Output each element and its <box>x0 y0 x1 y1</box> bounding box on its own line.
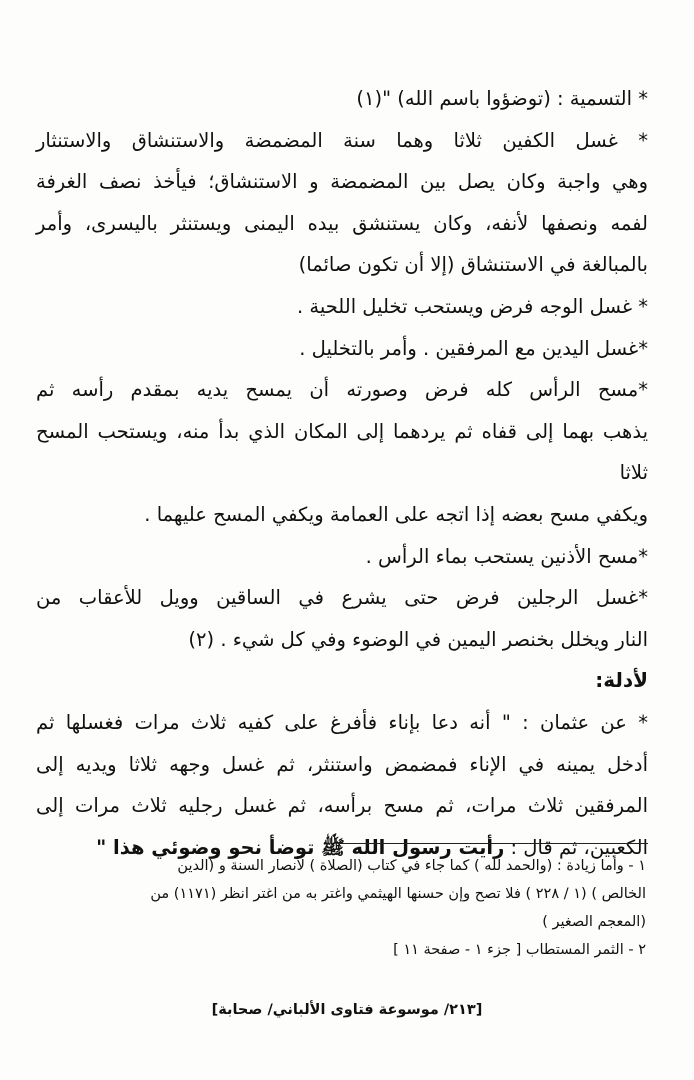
main-text <box>36 78 648 868</box>
text-line: *غسل اليدين مع المرفقين . وأمر بالتخليل . <box>299 336 648 360</box>
footnotes <box>36 852 646 964</box>
footnote-line: ١ - وأما زيادة : (والحمد لله ) كما جاء في كتاب (الصلاة ) لأنصار السنة و (الدين <box>177 858 646 874</box>
text-line: بالمبالغة في الاستنشاق (إلا أن تكون صائما) <box>298 253 648 277</box>
text-line: * التسمية : (توضؤوا باسم الله) "(١) <box>356 87 648 110</box>
text-line: وهي واجبة وكان يصل بين المضمضة و الاستنشاق؛ فيأخذ نصف الغرفة <box>36 170 648 194</box>
footnote-line: ٢ - الثمر المستطاب [ جزء ١ - صفحة ١١ ] <box>393 942 646 958</box>
text-line: النار ويخلل بخنصر اليمين في الوضوء وفي كل شيء . (٢) <box>188 627 648 651</box>
evidence-line: * عن عثمان : " أنه دعا بإناء فأفرغ على كفيه ثلاث مرات فغسلها ثم <box>36 710 648 734</box>
text-line: * غسل الكفين ثلاثا وهما سنة المضمضة والاستنشاق والاستنثار <box>36 128 648 152</box>
text-line: *مسح الأذنين يستحب بماء الرأس . <box>365 544 648 568</box>
text-line: لفمه ونصفها لأنفه، وكان يستنشق بيده اليمنى ويستنثر باليسرى، وأمر <box>36 211 648 235</box>
text-line: *غسل الرجلين فرض حتى يشرع في الساقين وويل للأعقاب من <box>36 586 648 610</box>
text-line: ويكفي مسح بعضه إذا اتجه على العمامة ويكفي المسح عليهما . <box>144 502 648 526</box>
footnote-line: (المعجم الصغير ) <box>542 914 646 930</box>
text-line: * غسل الوجه فرض ويستحب تخليل اللحية . <box>296 294 648 318</box>
footnote-divider <box>338 843 648 844</box>
footnote-line: الخالص ) (١ / ٢٢٨ ) فلا تصح وإن حسنها الهيثمي واغتر به من اغتر انظر (١١٧١) من <box>150 886 646 902</box>
text-line: يذهب بهما إلى قفاه ثم يردهما إلى المكان الذي بدأ منه، ويستحب المسح ثلاثا <box>36 419 648 485</box>
page-footer: [٢١٣/ موسوعة فتاوى الألباني/ صحابة] <box>211 1002 483 1018</box>
evidence-heading: لأدلة: <box>595 668 648 693</box>
text-line: *مسح الرأس كله فرض وصورته أن يمسح يديه بمقدم رأسه ثم <box>36 378 648 402</box>
evidence-line: أدخل يمينه في الإناء فمضمض واستنثر، ثم غسل وجهه ثلاثا ويديه إلى <box>36 752 648 776</box>
evidence-line: المرفقين ثلاث مرات، ثم مسح برأسه، ثم غسل رجليه ثلاث مرات إلى <box>36 794 648 818</box>
hadith-quote: رأيت رسول الله ﷺ توضأ نحو وضوئي هذا " <box>96 835 505 859</box>
evidence-last-prefix: الكعبين، ثم قال : <box>504 835 648 859</box>
